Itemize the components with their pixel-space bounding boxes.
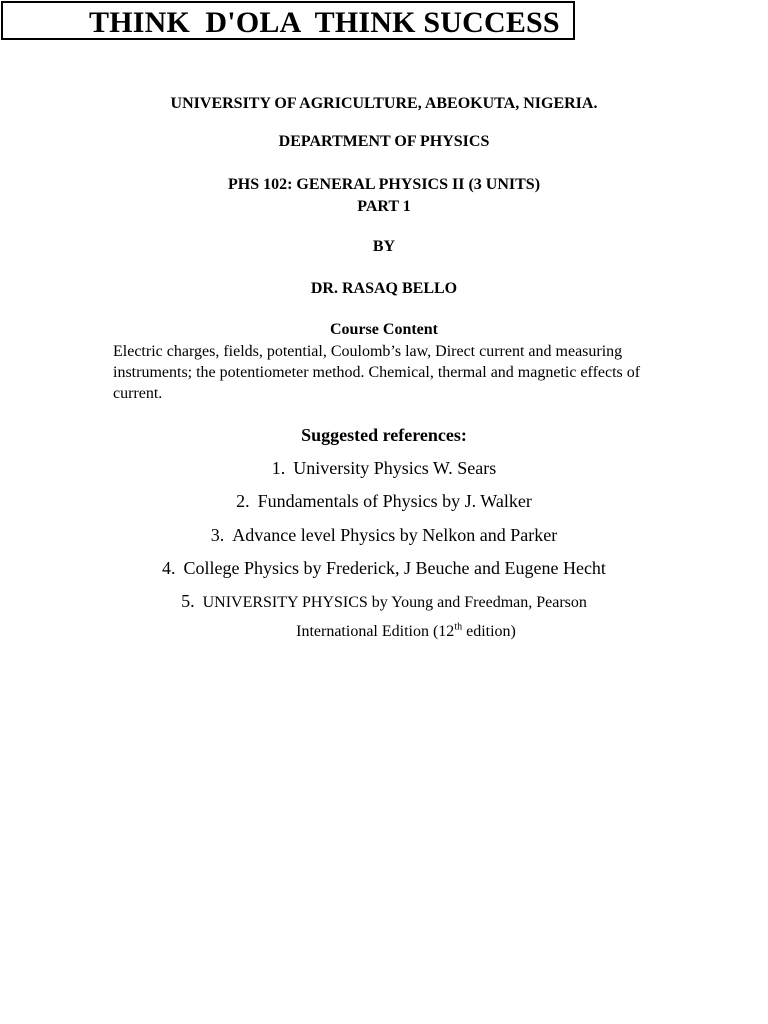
banner-title: THINK D'OLA THINK SUCCESS <box>89 6 560 39</box>
reference-text: UNIVERSITY PHYSICS by Young and Freedman, Pearson <box>202 594 587 611</box>
reference-text: Advance level Physics by Nelkon and Parker <box>232 525 558 545</box>
university-name: UNIVERSITY OF AGRICULTURE, ABEOKUTA, NIGERIA. <box>170 95 598 112</box>
ordinal-superscript: th <box>454 621 463 633</box>
author-name: DR. RASAQ BELLO <box>310 280 458 297</box>
by-label: BY <box>372 238 396 255</box>
reference-continuation <box>0 621 768 643</box>
title-banner <box>1 1 575 40</box>
reference-item <box>0 456 768 480</box>
reference-number: 5. <box>181 591 195 611</box>
course-title: PHS 102: GENERAL PHYSICS II (3 UNITS) <box>227 176 541 193</box>
course-content-heading: Course Content <box>330 321 438 338</box>
reference-number: 2. <box>236 491 250 511</box>
reference-number: 3. <box>210 525 225 545</box>
reference-item <box>0 523 768 547</box>
reference-cont-text-end: edition) <box>462 623 516 640</box>
reference-item <box>0 556 768 580</box>
reference-text: Fundamentals of Physics by J. Walker <box>257 491 532 511</box>
course-part: PART 1 <box>357 198 411 215</box>
reference-text: University Physics W. Sears <box>293 458 497 478</box>
reference-number: 1. <box>271 458 286 478</box>
reference-item <box>0 589 768 615</box>
course-content-body: Electric charges, fields, potential, Coulomb’s law, Direct current and measuring instruments; the potentiometer method. Chemical, thermal and magnetic effects of current. <box>113 343 641 402</box>
reference-text: College Physics by Frederick, J Beuche and Eugene Hecht <box>183 558 606 578</box>
reference-item <box>0 489 768 513</box>
department-name: DEPARTMENT OF PHYSICS <box>278 133 490 150</box>
references-heading: Suggested references: <box>301 425 467 445</box>
reference-number: 4. <box>162 558 176 578</box>
reference-cont-text: International Edition (12 <box>296 623 455 640</box>
